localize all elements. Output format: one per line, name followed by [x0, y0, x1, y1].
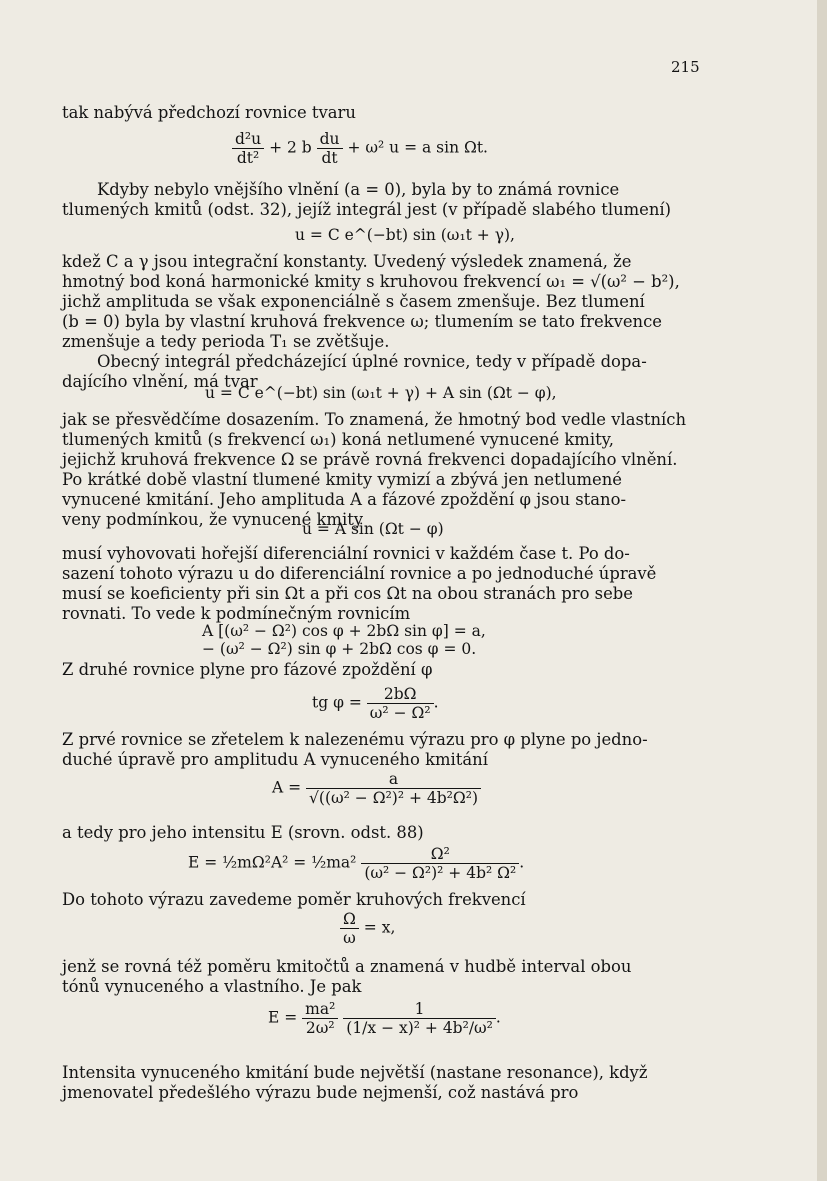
equation-damped: u = C e^(−bt) sin (ω₁t + γ),: [295, 226, 515, 244]
text-line: kdež C a γ jsou integrační konstanty. Uvedený výsledek znamená, že: [62, 252, 632, 271]
equation-phase: tg φ = $\frac{2b\Omega}{\text{ω² − Ω²}}$ .: [312, 685, 439, 722]
text-line: jak se přesvědčíme dosazením. To znamená, že hmotný bod vedle vlastních: [62, 410, 687, 429]
text-line: tlumených kmitů (s frekvencí ω₁) koná netlumené vynucené kmity,: [62, 430, 614, 449]
equation-intensity-ratio: E = $\frac{\text{ma²}}{\text{2ω²}}$ $\frac{1}{\text{(1/x − x)² + 4b²/ω²}}$ .: [268, 1000, 501, 1037]
equation-motion: $\frac{\text{d²u}}{\text{dt²}}$ + 2 b $\frac{du}{dt}$ + ω² u = a sin Ωt.: [232, 130, 488, 167]
text-line: jenž se rovná též poměru kmitočtů a znamená v hudbě interval obou: [62, 957, 632, 976]
text-line: a tedy pro jeho intensitu E (srovn. odst. 88): [62, 823, 424, 842]
text-line: sazení tohoto výrazu u do diferenciální rovnice a po jednoduché úpravě: [62, 564, 657, 583]
text-line: musí vyhovovati hořejší diferenciální rovnici v každém čase t. Po do-: [62, 544, 630, 563]
text-line: Do tohoto výrazu zavedeme poměr kruhových frekvencí: [62, 890, 526, 909]
text-line: Kdyby nebylo vnějšího vlnění (a = 0), byla by to známá rovnice: [97, 180, 620, 199]
text-line: Obecný integrál předcházející úplné rovnice, tedy v případě dopa-: [97, 352, 647, 371]
text-line: tak nabývá předchozí rovnice tvaru: [62, 103, 356, 122]
text-line: musí se koeficienty při sin Ωt a při cos Ωt na obou stranách pro sebe: [62, 584, 633, 603]
text-line: (b = 0) byla by vlastní kruhová frekvence ω; tlumením se tato frekvence: [62, 312, 662, 331]
text-line: dajícího vlnění, má tvar: [62, 372, 258, 391]
text-line: jichž amplituda se však exponenciálně s časem zmenšuje. Bez tlumení: [62, 292, 645, 311]
page-number: 215: [671, 58, 700, 76]
text-line: Intensita vynuceného kmitání bude největší (nastane resonance), když: [62, 1063, 648, 1082]
equation-forced: u = A sin (Ωt − φ): [302, 520, 444, 538]
text-line: hmotný bod koná harmonické kmity s kruhovou frekvencí ω₁ = √(ω² − b²),: [62, 272, 680, 291]
text-line: vynucené kmitání. Jeho amplituda A a fázové zpoždění φ jsou stano-: [62, 490, 627, 509]
equation-condition-2: − (ω² − Ω²) sin φ + 2bΩ cos φ = 0.: [202, 640, 477, 658]
equation-intensity: E = ½mΩ²A² = ½ma² $\frac{\text{Ω²}}{\text{(ω² − Ω²)² + 4b² Ω²}}$ .: [188, 845, 525, 882]
text-line: veny podmínkou, že vynucené kmity: [62, 510, 364, 529]
text-line: duché úpravě pro amplitudu A vynuceného kmitání: [62, 750, 488, 769]
page-edge: [817, 0, 827, 1181]
text-line: jmenovatel předešlého výrazu bude nejmenší, což nastává pro: [62, 1083, 579, 1102]
text-line: tlumených kmitů (odst. 32), jejíž integrál jest (v případě slabého tlumení): [62, 200, 672, 219]
text-line: zmenšuje a tedy perioda T₁ se zvětšuje.: [62, 332, 390, 351]
equation-general: u = C e^(−bt) sin (ω₁t + γ) + A sin (Ωt − φ),: [205, 384, 557, 402]
equation-amplitude: A = $\frac{a}{\text{√((ω² − Ω²)² + 4b²Ω²)}}$: [272, 770, 481, 807]
equation-condition-1: A [(ω² − Ω²) cos φ + 2bΩ sin φ] = a,: [202, 622, 486, 640]
text-line: Z druhé rovnice plyne pro fázové zpoždění φ: [62, 660, 433, 679]
text-line: jejichž kruhová frekvence Ω se právě rovná frekvenci dopadajícího vlnění.: [62, 450, 678, 469]
text-line: Z prvé rovnice se zřetelem k nalezenému výrazu pro φ plyne po jedno-: [62, 730, 648, 749]
equation-ratio: $\frac{\Omega}{\omega}$ = x,: [340, 910, 395, 947]
text-line: rovnati. To vede k podmínečným rovnicím: [62, 604, 411, 623]
text-line: tónů vynuceného a vlastního. Je pak: [62, 977, 362, 996]
text-line: Po krátké době vlastní tlumené kmity vymizí a zbývá jen netlumené: [62, 470, 623, 489]
